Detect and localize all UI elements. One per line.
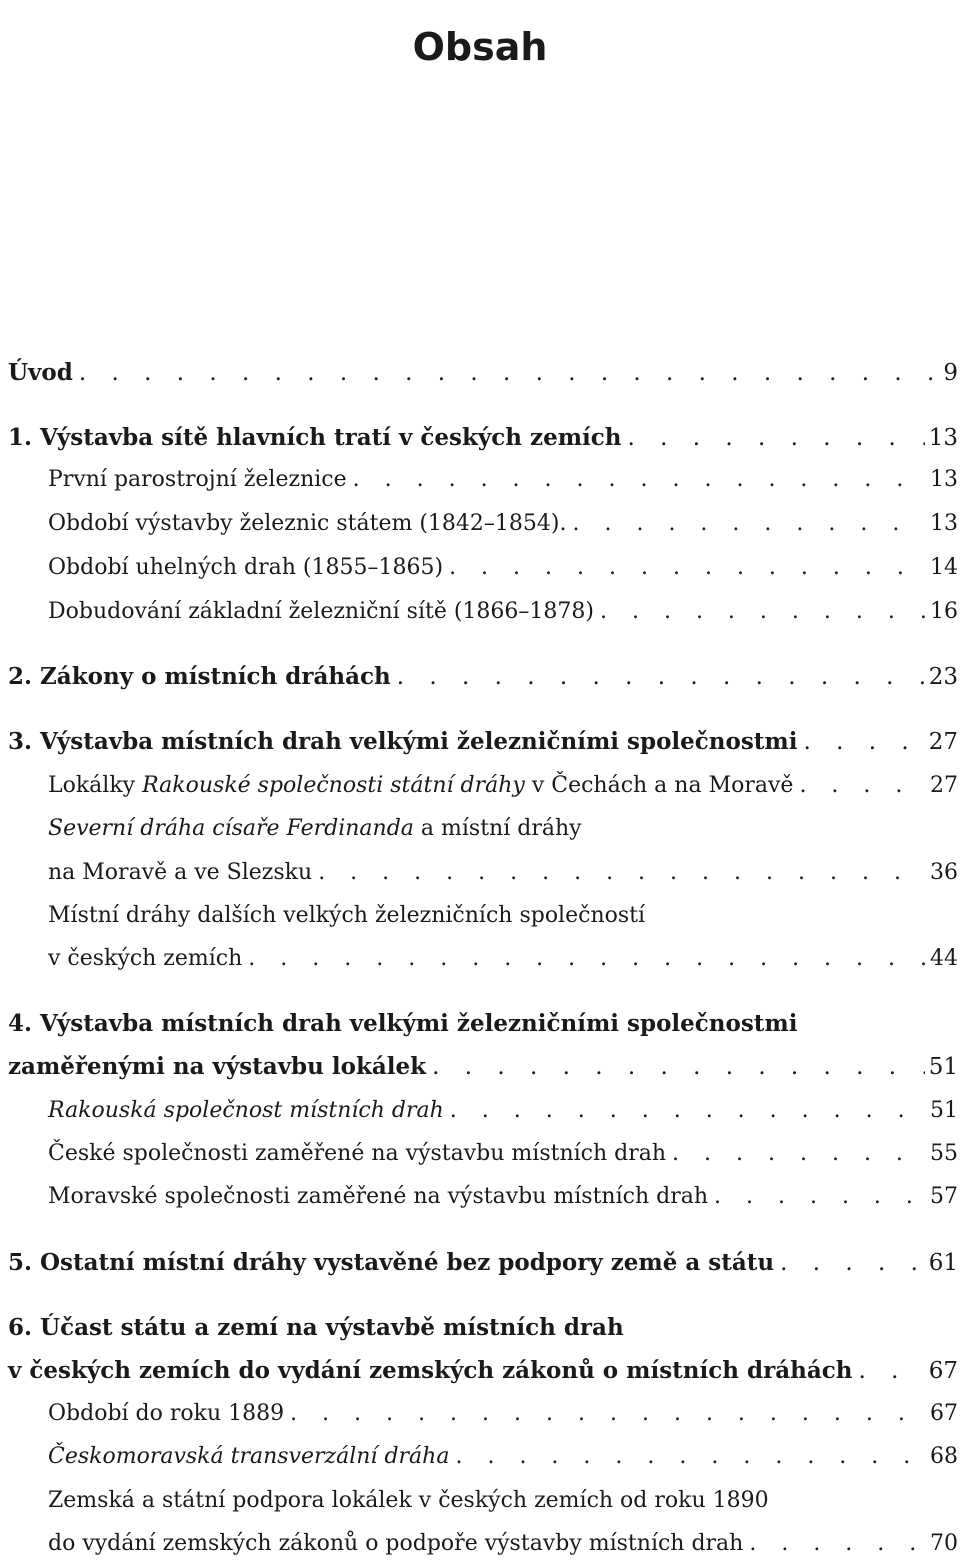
entry-title: České společnosti zaměřené na výstavbu místních drah <box>48 1141 667 1166</box>
toc-entry-chapter-4-line1[interactable] <box>8 1007 958 1041</box>
leader-dots <box>749 1527 926 1561</box>
entry-title: Dobudování základní železniční sítě (1866–1878) <box>48 599 594 624</box>
page-number: 13 <box>928 425 958 451</box>
page-number: 67 <box>928 1358 958 1384</box>
toc-entry-chapter-6-line2[interactable] <box>8 1354 958 1388</box>
page-number: 9 <box>943 360 958 386</box>
entry-title: 6. Účast státu a zemí na výstavbě místních drah <box>8 1314 624 1341</box>
page-number: 13 <box>930 467 958 492</box>
entry-title: 1. Výstavba sítě hlavních tratí v českých zemích <box>8 424 622 451</box>
leader-dots <box>600 595 926 629</box>
toc-entry-1-2[interactable] <box>48 507 958 541</box>
leader-dots <box>672 1137 926 1171</box>
toc-entry-3-3-line2[interactable] <box>48 942 958 976</box>
entry-title: Lokálky Rakouské společnosti státní dráhy v Čechách a na Moravě <box>48 773 794 798</box>
leader-dots <box>628 421 925 455</box>
leader-dots <box>248 942 926 976</box>
leader-dots <box>455 1440 926 1474</box>
toc-entry-1-3[interactable] <box>48 551 958 585</box>
entry-title: Období do roku 1889 <box>48 1401 285 1426</box>
page-number: 51 <box>930 1098 958 1123</box>
leader-dots <box>449 551 926 585</box>
entry-title: Úvod <box>8 359 73 386</box>
toc-entry-3-1[interactable] <box>48 769 958 803</box>
page-title: Obsah <box>412 25 548 70</box>
toc-entry-3-2-line1[interactable] <box>48 812 958 846</box>
toc-entry-chapter-6-line1[interactable] <box>8 1311 958 1345</box>
entry-title: Rakouská společnost místních drah <box>48 1098 444 1123</box>
toc-entry-3-2-line2[interactable] <box>48 856 958 890</box>
toc-entry-chapter-4-line2[interactable] <box>8 1050 958 1084</box>
entry-title: Místní dráhy dalších velkých železničních společností <box>48 903 646 928</box>
entry-title: 2. Zákony o místních dráhách <box>8 663 391 690</box>
entry-title: Severní dráha císaře Ferdinanda a místní dráhy <box>48 816 582 841</box>
entry-title: Období uhelných drah (1855–1865) <box>48 555 444 580</box>
leader-dots <box>780 1246 925 1280</box>
entry-title: 3. Výstavba místních drah velkými železničními společnostmi <box>8 728 798 755</box>
toc-entry-intro[interactable] <box>8 356 958 390</box>
page-number: 61 <box>928 1250 958 1276</box>
entry-title: do vydání zemských zákonů o podpoře výstavby místních drah <box>48 1531 744 1556</box>
leader-dots <box>432 1050 925 1084</box>
page-number: 51 <box>928 1054 958 1080</box>
toc-entry-1-4[interactable] <box>48 595 958 629</box>
toc-entry-chapter-1[interactable] <box>8 421 958 455</box>
toc-entry-4-3[interactable] <box>48 1180 958 1214</box>
page-number: 70 <box>930 1531 958 1556</box>
page-number: 68 <box>930 1444 958 1469</box>
entry-title: 5. Ostatní místní dráhy vystavěné bez podpory země a státu <box>8 1249 775 1276</box>
toc-entry-1-1[interactable] <box>48 463 958 497</box>
leader-dots <box>714 1180 926 1214</box>
leader-dots <box>79 356 932 390</box>
leader-dots <box>353 463 926 497</box>
page-number: 55 <box>930 1141 958 1166</box>
entry-title: Moravské společnosti zaměřené na výstavbu místních drah <box>48 1184 708 1209</box>
page-number: 27 <box>928 729 958 755</box>
page-number: 57 <box>930 1184 958 1209</box>
toc-entry-4-1[interactable] <box>48 1094 958 1128</box>
entry-title: Období výstavby železnic státem (1842–1854). <box>48 511 567 536</box>
entry-title: Českomoravská transverzální dráha <box>48 1444 450 1469</box>
page-number: 44 <box>930 946 958 971</box>
leader-dots <box>858 1354 924 1388</box>
toc-entry-4-2[interactable] <box>48 1137 958 1171</box>
leader-dots <box>572 507 926 541</box>
entry-title: v českých zemích <box>48 946 243 971</box>
toc-entry-chapter-3[interactable] <box>8 725 958 759</box>
toc-entry-3-3-line1[interactable] <box>48 899 958 933</box>
toc-entry-6-3-line1[interactable] <box>48 1484 958 1518</box>
leader-dots <box>290 1397 926 1431</box>
toc-entry-chapter-2[interactable] <box>8 660 958 694</box>
entry-title: 4. Výstavba místních drah velkými železničními společnostmi <box>8 1010 798 1037</box>
leader-dots <box>450 1094 926 1128</box>
page-number: 23 <box>928 664 958 690</box>
page-number: 16 <box>930 599 958 624</box>
toc-entry-6-1[interactable] <box>48 1397 958 1431</box>
toc-entry-6-2[interactable] <box>48 1440 958 1474</box>
page-number: 13 <box>930 511 958 536</box>
leader-dots <box>397 660 925 694</box>
entry-title: zaměřenými na výstavbu lokálek <box>8 1053 427 1080</box>
page-number: 27 <box>930 773 958 798</box>
leader-dots <box>804 725 925 759</box>
page-number: 67 <box>930 1401 958 1426</box>
entry-title: na Moravě a ve Slezsku <box>48 860 313 885</box>
toc-entry-chapter-5[interactable] <box>8 1246 958 1280</box>
entry-title: Zemská a státní podpora lokálek v českých zemích od roku 1890 <box>48 1488 769 1513</box>
entry-title: První parostrojní železnice <box>48 467 347 492</box>
leader-dots <box>799 769 926 803</box>
leader-dots <box>318 856 926 890</box>
page-number: 36 <box>930 860 958 885</box>
entry-title: v českých zemích do vydání zemských zákonů o místních dráhách <box>8 1357 853 1384</box>
toc-entry-6-3-line2[interactable] <box>48 1527 958 1561</box>
page-number: 14 <box>930 555 958 580</box>
